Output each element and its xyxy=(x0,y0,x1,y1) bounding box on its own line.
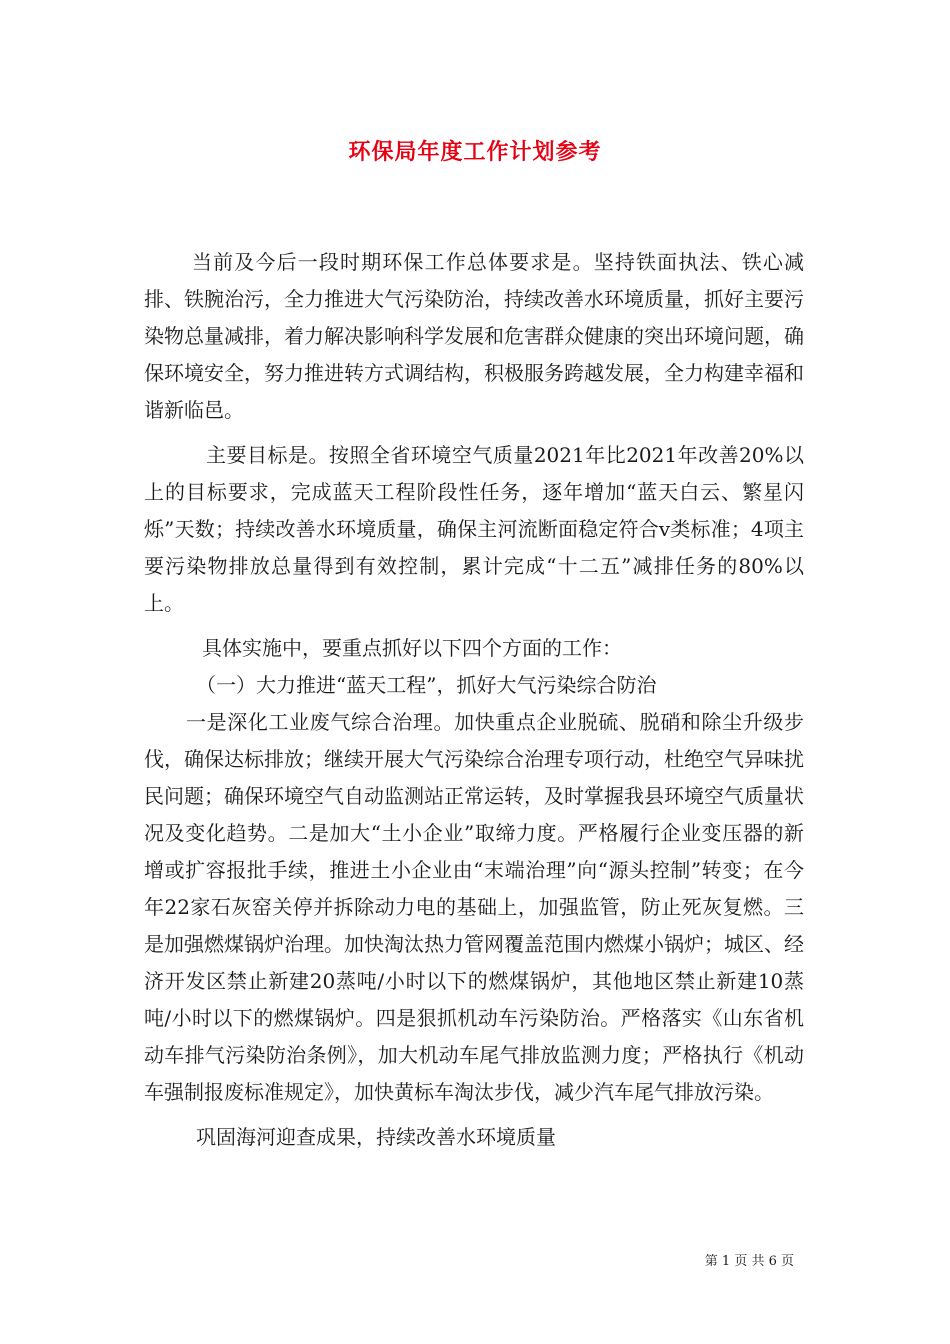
paragraph-main-goals: 主要目标是。按照全省环境空气质量2021年比2021年改善20%以上的目标要求，完成蓝天工程阶段性任务，逐年增加“蓝天白云、繁星闪烁”天数；持续改善水环境质量，确保主河流断面稳定符合v类标准；4项主要污染物排放总量得到有效控制，累计完成“十二五”减排任务的80%以上。 xyxy=(144,443,804,615)
paragraph-water-quality: 巩固海河迎查成果，持续改善水环境质量 xyxy=(196,1125,556,1149)
paragraph-overall-requirements: 当前及今后一段时期环保工作总体要求是。坚持铁面执法、铁心减排、铁腕治污，全力推进大气污染防治，持续改善水环境质量，抓好主要污染物总量减排，着力解决影响科学发展和危害群众健康的突出环境问题，确保环境安全，努力推进转方式调结构，积极服务跨越发展，全力构建幸福和谐新临邑。 xyxy=(144,250,804,422)
paragraph-implementation: 具体实施中，要重点抓好以下四个方面的工作： xyxy=(202,636,622,660)
page-number-footer: 第 1 页 共 6 页 xyxy=(704,1254,794,1269)
document-body xyxy=(144,244,804,1156)
document-title: 环保局年度工作计划参考 xyxy=(348,139,602,165)
paragraph-air-pollution-measures: 一是深化工业废气综合治理。加快重点企业脱硫、脱硝和除尘升级步伐，确保达标排放；继续开展大气污染综合治理专项行动，杜绝空气异味扰民问题；确保环境空气自动监测站正常运转，及时掌握我县环境空气质量状况及变化趋势。二是加大“土小企业”取缔力度。严格履行企业变压器的新增或扩容报批手续，推进土小企业由“末端治理”向“源头控制”转变；在今年22家石灰窑关停并拆除动力电的基础上，加强监管，防止死灰复燃。三是加强燃煤锅炉治理。加快淘汰热力管网覆盖范围内燃煤小锅炉；城区、经济开发区禁止新建20蒸吨/小时以下的燃煤锅炉，其他地区禁止新建10蒸吨/小时以下的燃煤锅炉。四是狠抓机动车污染防治。严格落实《山东省机动车排气污染防治条例》，加大机动车尾气排放监测力度；严格执行《机动车强制报废标准规定》，加快黄标车淘汰步伐，减少汽车尾气排放污染。 xyxy=(144,710,804,1104)
section-heading-blue-sky: （一）大力推进“蓝天工程”，抓好大气污染综合防治 xyxy=(196,673,657,697)
